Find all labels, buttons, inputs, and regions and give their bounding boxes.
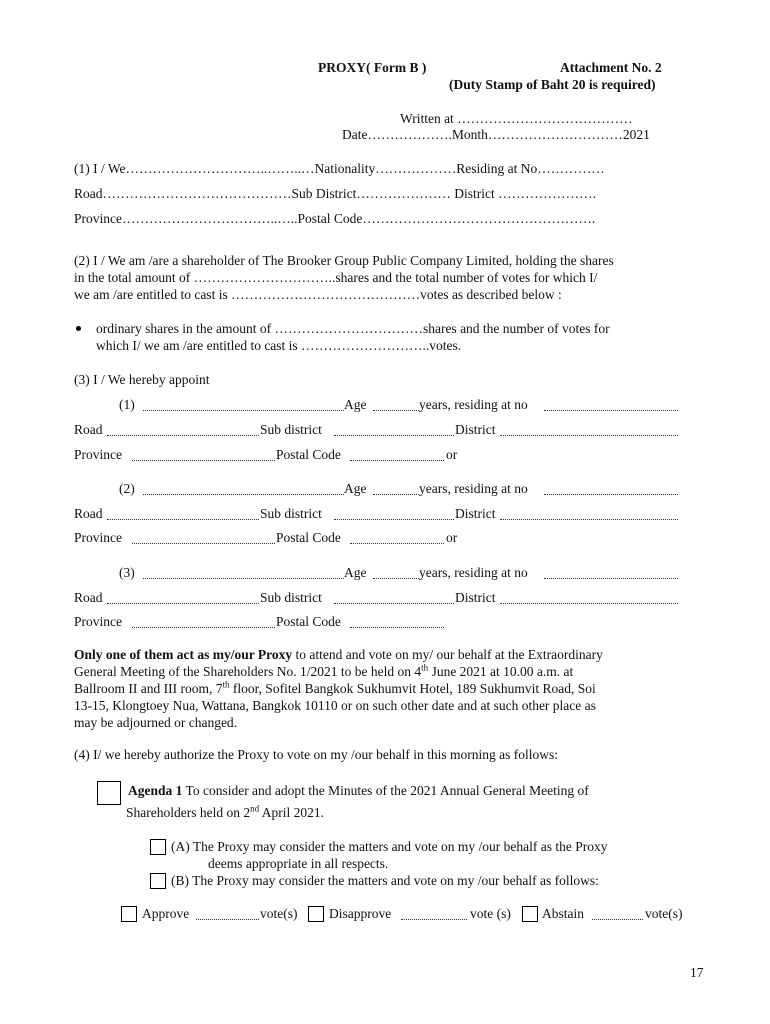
section2-line-1: (2) I / We am /are a shareholder of The Brooker Group Public Company Limited, holding the shares xyxy=(74,253,614,268)
proxy-1-postal-field[interactable] xyxy=(350,449,444,461)
approve-votes-label: vote(s) xyxy=(260,906,298,921)
approve-label: Approve xyxy=(142,906,190,921)
section4-heading: (4) I/ we hereby authorize the Proxy to vote on my /our behalf in this morning as follows: xyxy=(74,747,559,762)
disapprove-votes-label: vote (s) xyxy=(470,906,511,921)
proxy-1-province-field[interactable] xyxy=(132,449,275,461)
written-at-line: Written at ………………………………… xyxy=(400,111,633,126)
proxy-3-postal-field[interactable] xyxy=(350,616,444,628)
proxy-3-road-field[interactable] xyxy=(107,592,259,604)
section3-heading: (3) I / We hereby appoint xyxy=(74,372,210,387)
proxy-3-age-label: Age xyxy=(344,565,367,580)
proxy-3-postal-label: Postal Code xyxy=(276,614,341,629)
notice-bold-lead: Only one of them act as my/our Proxy xyxy=(74,647,293,662)
form-title: PROXY( Form B ) xyxy=(318,60,427,75)
option-a-checkbox[interactable] xyxy=(150,839,166,855)
agenda-1-line-1 xyxy=(128,783,589,799)
bullet-icon xyxy=(76,326,81,331)
proxy-2-postal-label: Postal Code xyxy=(276,530,341,545)
approve-checkbox[interactable] xyxy=(121,906,137,922)
agenda-1-line-2: Shareholders held on 2nd April 2021. xyxy=(126,803,324,820)
proxy-3-age-field[interactable] xyxy=(373,567,419,579)
proxy-1-age-label: Age xyxy=(344,397,367,412)
agenda-1-text: To consider and adopt the Minutes of the 2021 Annual General Meeting of xyxy=(182,783,589,798)
notice-line-4: 13-15, Klongtoey Nua, Wattana, Bangkok 10110 or on such other date and at such other place as xyxy=(74,698,596,713)
proxy-1-address-field[interactable] xyxy=(544,399,678,411)
proxy-1-subdistrict-label: Sub district xyxy=(260,422,322,437)
proxy-1-subdistrict-field[interactable] xyxy=(334,424,454,436)
abstain-votes-label: vote(s) xyxy=(645,906,683,921)
notice-line-5: may be adjourned or changed. xyxy=(74,715,238,730)
stamp-note: (Duty Stamp of Baht 20 is required) xyxy=(449,77,656,92)
proxy-2-district-label: District xyxy=(455,506,496,521)
proxy-3-subdistrict-field[interactable] xyxy=(334,592,454,604)
option-a-line-1: (A) The Proxy may consider the matters and vote on my /our behalf as the Proxy xyxy=(171,839,608,854)
proxy-1-district-label: District xyxy=(455,422,496,437)
proxy-1-road-field[interactable] xyxy=(107,424,259,436)
proxy-2-address-field[interactable] xyxy=(544,483,678,495)
notice-line-3: Ballroom II and III room, 7th floor, Sofitel Bangkok Sukhumvit Hotel, 189 Sukhumvit Road, Soi xyxy=(74,679,596,696)
page-number: 17 xyxy=(690,965,704,980)
proxy-2-province-label: Province xyxy=(74,530,122,545)
proxy-3-subdistrict-label: Sub district xyxy=(260,590,322,605)
proxy-3-road-label: Road xyxy=(74,590,103,605)
proxy-1-age-field[interactable] xyxy=(373,399,419,411)
proxy-2-name-field[interactable] xyxy=(143,483,344,495)
abstain-label: Abstain xyxy=(542,906,584,921)
notice-line-1 xyxy=(74,647,603,663)
notice-line-2: General Meeting of the Shareholders No. 1/2021 to be held on 4th June 2021 at 10.00 a.m. at xyxy=(74,662,574,679)
proxy-3-residing-label: years, residing at no xyxy=(419,565,528,580)
proxy-2-number: (2) xyxy=(119,481,135,496)
ordinary-shares-line-2: which I/ we am /are entitled to cast is ………………………..votes. xyxy=(96,338,462,353)
proxy-2-road-field[interactable] xyxy=(107,508,259,520)
section1-road-line: Road……………………………………Sub District………………… District …………………. xyxy=(74,186,596,201)
proxy-3-address-field[interactable] xyxy=(544,567,678,579)
proxy-1-province-label: Province xyxy=(74,447,122,462)
proxy-2-subdistrict-field[interactable] xyxy=(334,508,454,520)
agenda-1-checkbox[interactable] xyxy=(97,781,121,805)
proxy-3-province-field[interactable] xyxy=(132,616,275,628)
approve-votes-field[interactable] xyxy=(196,908,259,920)
proxy-2-subdistrict-label: Sub district xyxy=(260,506,322,521)
proxy-2-postal-field[interactable] xyxy=(350,532,444,544)
ordinary-shares-line-1: ordinary shares in the amount of ……………………………shares and the number of votes for xyxy=(96,321,610,336)
option-a-line-2: deems appropriate in all respects. xyxy=(208,856,389,871)
proxy-1-name-field[interactable] xyxy=(143,399,344,411)
proxy-2-age-label: Age xyxy=(344,481,367,496)
proxy-1-postal-label: Postal Code xyxy=(276,447,341,462)
disapprove-label: Disapprove xyxy=(329,906,392,921)
notice-line-1-rest: to attend and vote on my/ our behalf at the Extraordinary xyxy=(292,647,603,662)
section2-line-3: we am /are entitled to cast is ……………………………………votes as described below : xyxy=(74,287,562,302)
proxy-1-district-field[interactable] xyxy=(500,424,678,436)
section1-province-line: Province……………………………..…..Postal Code……………………………………………. xyxy=(74,211,596,226)
option-b-checkbox[interactable] xyxy=(150,873,166,889)
proxy-1-road-label: Road xyxy=(74,422,103,437)
proxy-1-residing-label: years, residing at no xyxy=(419,397,528,412)
section2-line-2: in the total amount of …………………………..shares and the total number of votes for which I/ xyxy=(74,270,598,285)
proxy-3-province-label: Province xyxy=(74,614,122,629)
proxy-2-province-field[interactable] xyxy=(132,532,275,544)
proxy-2-or: or xyxy=(446,530,458,545)
proxy-3-number: (3) xyxy=(119,565,135,580)
agenda-1-label: Agenda 1 xyxy=(128,783,183,798)
proxy-3-district-label: District xyxy=(455,590,496,605)
section1-name-line: (1) I / We…………………………..……..…Nationality………………Residing at No…………… xyxy=(74,161,605,176)
proxy-2-age-field[interactable] xyxy=(373,483,419,495)
proxy-3-district-field[interactable] xyxy=(500,592,678,604)
attachment-label: Attachment No. 2 xyxy=(560,60,662,75)
proxy-1-number: (1) xyxy=(119,397,135,412)
proxy-2-district-field[interactable] xyxy=(500,508,678,520)
disapprove-checkbox[interactable] xyxy=(308,906,324,922)
abstain-checkbox[interactable] xyxy=(522,906,538,922)
abstain-votes-field[interactable] xyxy=(592,908,643,920)
disapprove-votes-field[interactable] xyxy=(401,908,467,920)
proxy-2-road-label: Road xyxy=(74,506,103,521)
date-line: Date……………….Month…………………………2021 xyxy=(342,127,650,142)
option-b-line: (B) The Proxy may consider the matters and vote on my /our behalf as follows: xyxy=(171,873,599,888)
proxy-1-or: or xyxy=(446,447,458,462)
proxy-2-residing-label: years, residing at no xyxy=(419,481,528,496)
proxy-3-name-field[interactable] xyxy=(143,567,344,579)
